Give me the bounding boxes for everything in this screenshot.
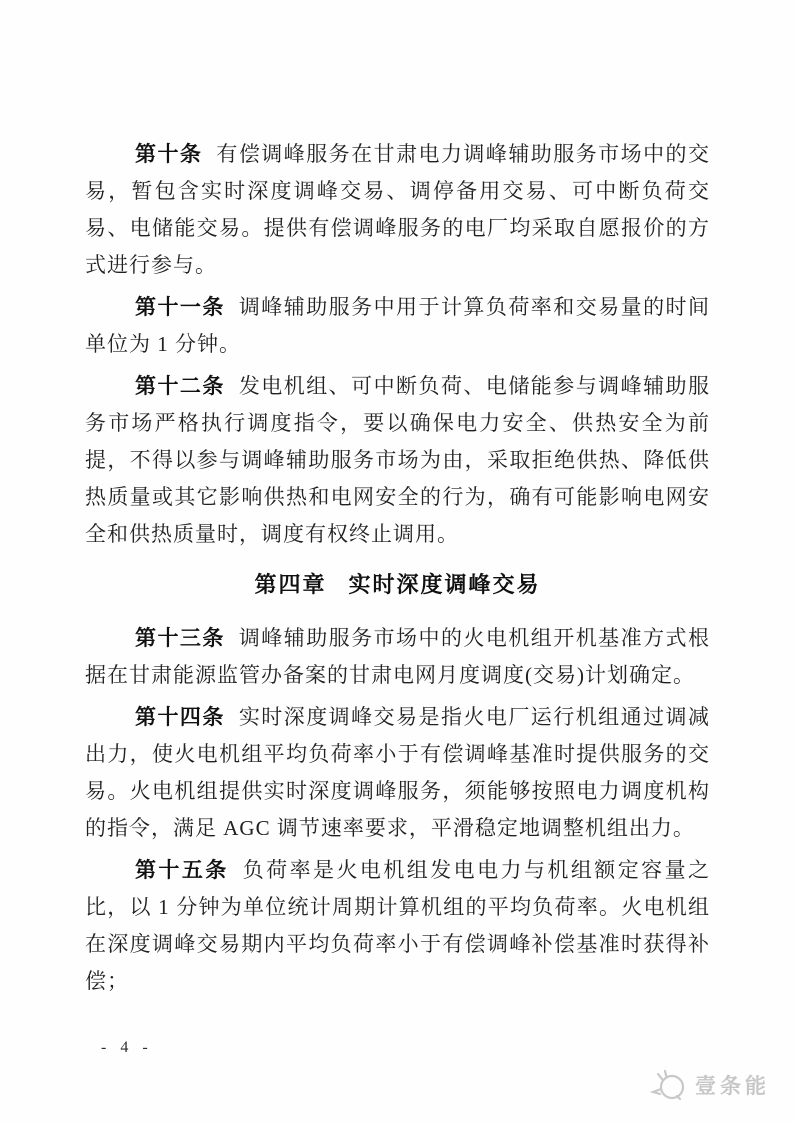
- article-text: 负荷率是火电机组发电电力与机组额定容量之比，以 1 分钟为单位统计周期计算机组的平均负荷率。火电机组在深度调峰交易期内平均负荷率小于有偿调峰补偿基准时获得补偿；: [85, 858, 711, 993]
- article-text: 发电机组、可中断负荷、电储能参与调峰辅助服务市场严格执行调度指令，要以确保电力安全、供热安全为前提，不得以参与调峰辅助服务市场为由，采取拒绝供热、降低供热质量或其它影响供热和电网安全的行为，确有可能影响电网安全和供热质量时，调度有权终止调用。: [85, 374, 711, 546]
- article-text: 调峰辅助服务市场中的火电机组开机基准方式根据在甘肃能源监管办备案的甘肃电网月度调度(交易)计划确定。: [85, 626, 711, 687]
- article-text: 调峰辅助服务中用于计算负荷率和交易量的时间单位为 1 分钟。: [85, 295, 711, 356]
- article-paragraph-14: [85, 699, 710, 847]
- article-paragraph-15: [85, 852, 710, 1000]
- chapter-heading: [85, 566, 710, 603]
- chapter-number: 第四章: [254, 572, 327, 597]
- watermark: [650, 1068, 770, 1102]
- chapter-title: 实时深度调峰交易: [348, 572, 541, 597]
- article-label: 第十条: [135, 142, 203, 166]
- article-label: 第十一条: [135, 295, 225, 319]
- article-label: 第十二条: [135, 374, 225, 398]
- document-body: [85, 136, 710, 1005]
- article-paragraph-10: [85, 136, 710, 284]
- article-label: 第十五条: [135, 858, 229, 882]
- article-text: 有偿调峰服务在甘肃电力调峰辅助服务市场中的交易，暂包含实时深度调峰交易、调停备用交易、可中断负荷交易、电储能交易。提供有偿调峰服务的电厂均采取自愿报价的方式进行参与。: [85, 142, 710, 277]
- article-paragraph-11: [85, 289, 710, 363]
- watermark-text: 壹条能: [695, 1075, 770, 1098]
- article-label: 第十三条: [135, 626, 225, 650]
- article-label: 第十四条: [135, 705, 225, 729]
- article-text: 实时深度调峰交易是指火电厂运行机组通过调减出力，使火电机组平均负荷率小于有偿调峰基准时提供服务的交易。火电机组提供实时深度调峰服务，须能够按照电力调度机构的指令，满足 AGC 调节速率要求，平滑稳定地调整机组出力。: [85, 705, 711, 840]
- page-number: - 4 -: [101, 1039, 153, 1056]
- article-paragraph-13: [85, 620, 710, 694]
- bird-logo-icon: [650, 1068, 688, 1102]
- article-paragraph-12: [85, 368, 710, 553]
